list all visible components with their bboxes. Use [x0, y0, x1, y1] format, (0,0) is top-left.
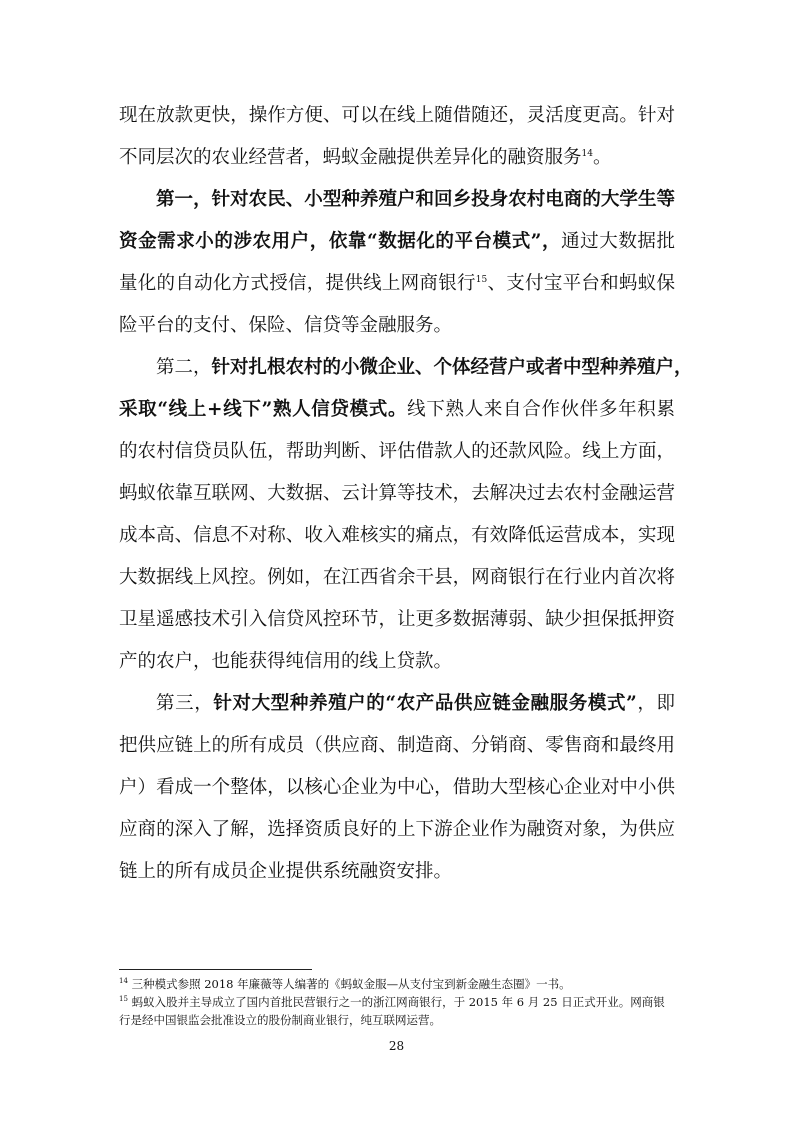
text-run: 不同层次的农业经营者，蚂蚁金融提供差异化的融资服务 [119, 147, 582, 168]
text-run: 第三， [156, 693, 214, 714]
text-run: 。 [592, 147, 612, 168]
paragraph-line: 把供应链上的所有成员（供应商、制造商、分销商、零售商和最终用 [119, 735, 675, 756]
paragraph-line [119, 272, 675, 296]
paragraph-line [119, 398, 675, 422]
paragraph-line: 现在放款更快，操作方便、可以在线上随借随还，灵活度更高。针对 [119, 105, 675, 126]
paragraph-line: 应商的深入了解，选择资质良好的上下游企业作为融资对象，为供应 [119, 819, 675, 840]
footnote-text: 蚂蚁入股并主导成立了国内首批民营银行之一的浙江网商银行，于 2015 年 6 月 25 日正式开业。网商银 [131, 995, 665, 1009]
footnote-15 [119, 994, 675, 1010]
paragraph-line: 险平台的支付、保险、信贷等金融服务。 [119, 315, 453, 336]
text-run: ，即 [636, 693, 675, 714]
text-run: 、支付宝平台和蚂蚁保 [487, 273, 675, 294]
paragraph-line [119, 230, 675, 254]
footnote-number: 14 [119, 977, 128, 985]
paragraph-line: 卫星遥感技术引入信贷风控环节，让更多数据薄弱、缺少担保抵押资 [119, 609, 675, 630]
bold-text-run: 资金需求小的涉农用户，依靠“数据化的平台模式”， [119, 231, 562, 252]
paragraph-line: 户）看成一个整体，以核心企业为中心，借助大型核心企业对中小供 [119, 777, 675, 798]
text-run: 通过大数据批 [561, 231, 675, 252]
paragraph-line [156, 692, 675, 716]
footnote-15-continued: 行是经中国银监会批准设立的股份制商业银行，纯互联网运营。 [119, 1013, 441, 1027]
text-run: 第二， [156, 357, 212, 378]
text-run: 量化的自动化方式授信，提供线上网商银行 [119, 273, 476, 294]
paragraph-line [119, 146, 675, 170]
paragraph-line: 产的农户，也能获得纯信用的线上贷款。 [119, 651, 453, 672]
footnote-14 [119, 976, 675, 992]
paragraph-line: 大数据线上风控。例如，在江西省余干县，网商银行在行业内首次将 [119, 567, 675, 588]
bold-text-run: 针对扎根农村的小微企业、个体经营户或者中型种养殖户， [211, 357, 693, 378]
footnote-ref-14[interactable]: 14 [581, 149, 593, 159]
paragraph-line-bold: 第一，针对农民、小型种养殖户和回乡投身农村电商的大学生等 [156, 189, 675, 210]
paragraph-line: 链上的所有成员企业提供系统融资安排。 [119, 861, 453, 882]
footnote-divider [119, 969, 312, 970]
paragraph-line [156, 356, 693, 380]
text-run: 线下熟人来自合作伙伴多年积累 [407, 399, 675, 420]
paragraph-line: 成本高、信息不对称、收入难核实的痛点，有效降低运营成本，实现 [119, 525, 675, 546]
footnote-ref-15[interactable]: 15 [475, 275, 488, 285]
bold-text-run: 采取“线上+线下”熟人信贷模式。 [119, 399, 408, 420]
paragraph-line: 蚂蚁依靠互联网、大数据、云计算等技术，去解决过去农村金融运营 [119, 483, 675, 504]
footnote-number: 15 [119, 995, 128, 1003]
footnote-text: 三种模式参照 2018 年廉薇等人编著的《蚂蚁金服—从支付宝到新金融生态圈》一书。 [131, 977, 571, 991]
paragraph-line: 的农村信贷员队伍，帮助判断、评估借款人的还款风险。线上方面， [119, 441, 675, 462]
bold-text-run: 针对大型种养殖户的“农产品供应链金融服务模式” [213, 693, 637, 714]
page-number: 28 [388, 1039, 405, 1053]
